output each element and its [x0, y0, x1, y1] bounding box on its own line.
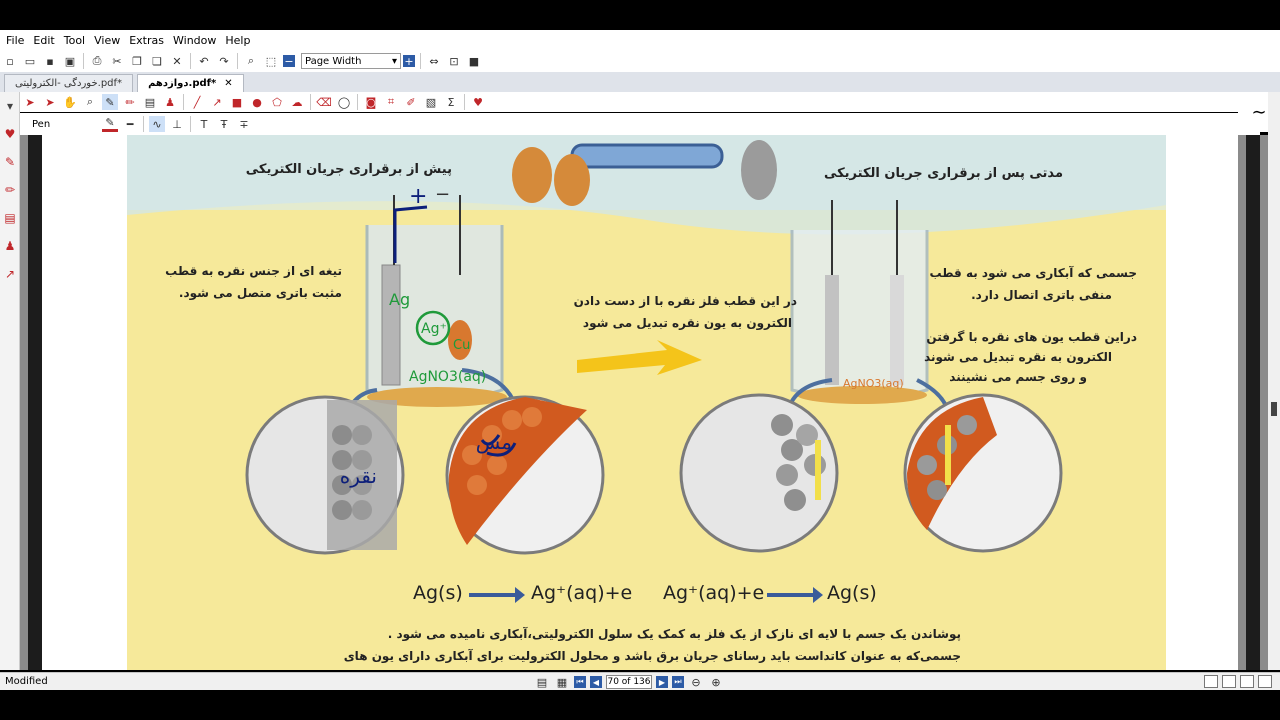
pen-icon[interactable]: ✎: [4, 155, 16, 169]
previous-page-button[interactable]: ◀: [590, 676, 602, 688]
separator: [143, 116, 144, 132]
title-before-current: پیش از برقراری جریان الکتریکی: [245, 162, 452, 177]
line-width-icon[interactable]: ━: [126, 117, 134, 131]
pen-tool-icon[interactable]: ✎: [102, 94, 118, 110]
main-toolbar: [0, 50, 1280, 72]
select-tool-icon[interactable]: ⬚: [265, 54, 277, 68]
textbox-icon[interactable]: ▤: [144, 95, 156, 109]
arrow-icon[interactable]: ↗: [4, 267, 16, 281]
continuous-icon[interactable]: [1222, 675, 1236, 688]
menu-edit[interactable]: Edit: [33, 33, 55, 47]
undo-icon[interactable]: ↶: [199, 54, 209, 68]
menu-bar: [0, 30, 1280, 50]
cloud-icon[interactable]: ☁: [291, 95, 303, 109]
right-note-line1: جسمی که آبکاری می شود به قطب: [929, 266, 1137, 280]
magnified-anode-after: [681, 395, 837, 551]
sigma-icon[interactable]: Σ: [447, 95, 455, 109]
full-screen-icon[interactable]: ■: [468, 54, 480, 68]
first-page-button[interactable]: ⏮: [574, 676, 586, 688]
save-as-icon[interactable]: ▣: [64, 54, 76, 68]
stamp-icon[interactable]: ♟: [165, 95, 175, 109]
edit-icon[interactable]: ✐: [406, 95, 416, 109]
current-tool-label: Pen: [32, 118, 51, 130]
separator: [237, 53, 238, 69]
left-note-line2: مثبت باتری متصل می شود.: [178, 286, 342, 300]
paste-icon[interactable]: ❏: [152, 54, 162, 68]
pointer-icon[interactable]: ➤: [25, 95, 35, 109]
pen-properties-toolbar: [20, 113, 1260, 135]
signature-icon[interactable]: ∼: [1251, 101, 1267, 123]
zoom-out-icon[interactable]: −: [284, 54, 294, 68]
copy-icon[interactable]: ❐: [132, 54, 142, 68]
arrow-line-icon[interactable]: ↗: [212, 95, 222, 109]
facing-continuous-icon[interactable]: [1258, 675, 1272, 688]
separator: [464, 94, 465, 110]
highlighter-icon[interactable]: ✏: [4, 183, 16, 197]
ink-silver-label: نقره: [339, 464, 377, 488]
zoom-select[interactable]: [301, 53, 401, 69]
definition-line1: پوشاندن یک جسم با لایه ای نازک از یک فلز به کمک یک سلول الکترولیتی،آبکاری نامیده می شود .: [387, 627, 961, 641]
separator: [310, 94, 311, 110]
separator: [357, 94, 358, 110]
print-icon[interactable]: ⎙: [92, 54, 102, 67]
zoom-value: Page Width: [305, 55, 362, 67]
beaker-solution-label: AgNO3(aq): [843, 377, 904, 390]
battery-minus-sign: −: [435, 184, 451, 205]
tab-label: خوردگی -الکترولیتی.pdf*: [15, 78, 123, 89]
page-shadow-left: [28, 135, 42, 670]
save-icon[interactable]: ▪: [46, 54, 54, 68]
zoom-in-icon[interactable]: +: [404, 54, 414, 68]
right-note-line4: الکترون به نقره تبدیل می شوند: [924, 350, 1112, 364]
separator: [420, 53, 421, 69]
favorite-heart-icon[interactable]: ♥: [473, 95, 483, 109]
facing-icon[interactable]: [1240, 675, 1254, 688]
close-icon[interactable]: ✕: [224, 78, 233, 89]
left-note-line1: تیغه ای از جنس نقره به قطب: [165, 264, 342, 278]
ink-cu-label: Cu: [453, 338, 471, 353]
image-icon[interactable]: ▧: [425, 95, 437, 109]
select-arrow-icon[interactable]: ➤: [45, 95, 55, 109]
smooth-curve-icon[interactable]: ∿: [149, 116, 165, 132]
page-shadow-right: [1246, 135, 1260, 670]
camera-icon[interactable]: ◙: [365, 95, 377, 109]
electroplating-illustration: [127, 135, 1166, 670]
forward-icon[interactable]: ⊕: [711, 675, 721, 689]
ink-copper-label: مس: [475, 430, 512, 454]
menu-help[interactable]: Help: [225, 33, 251, 47]
cut-icon[interactable]: ✂: [112, 54, 122, 68]
text-baseline-icon[interactable]: Ŧ: [220, 117, 228, 131]
fit-width-icon[interactable]: ⇔: [429, 54, 439, 68]
stamp-icon[interactable]: ♟: [4, 239, 16, 253]
highlighter-icon[interactable]: ✏: [125, 95, 135, 109]
tab-label: دوازدهم.pdf*: [148, 78, 217, 89]
right-note-line2: منفی باتری اتصال دارد.: [971, 288, 1112, 302]
new-file-icon[interactable]: ▫: [6, 54, 14, 68]
polygon-icon[interactable]: ⬠: [272, 95, 282, 109]
view-mode-buttons: [1200, 675, 1272, 688]
title-after-current: مدتی پس از برقراری جریان الکتریکی: [823, 166, 1063, 181]
lasso-icon[interactable]: ◯: [337, 95, 351, 109]
redo-icon[interactable]: ↷: [219, 54, 229, 68]
textbox-icon[interactable]: ▤: [4, 211, 16, 225]
back-icon[interactable]: ⊖: [691, 675, 701, 689]
middle-note-line2: الکترون به یون نقره تبدیل می شود: [582, 316, 792, 330]
favorites-heart-icon[interactable]: ♥: [4, 127, 16, 141]
panel-toggle-icon[interactable]: ▾: [6, 99, 14, 113]
open-folder-icon[interactable]: ▭: [24, 54, 36, 68]
eq1-reactant: Ag(s): [413, 582, 463, 604]
scroll-thumb[interactable]: [1271, 402, 1277, 416]
eraser-icon[interactable]: ⌫: [316, 95, 332, 109]
document-status: Modified: [5, 676, 48, 687]
vertical-scrollbar[interactable]: [1268, 92, 1280, 670]
eq1-product: Ag⁺(aq)+e: [531, 582, 633, 604]
tab-electrolytic-corrosion[interactable]: [4, 74, 133, 92]
pen-color-icon[interactable]: ✎: [102, 116, 118, 132]
text-strike-icon[interactable]: ∓: [239, 117, 249, 131]
ellipse-icon[interactable]: ●: [252, 95, 262, 109]
delete-icon[interactable]: ✕: [172, 54, 182, 68]
right-beaker: [792, 200, 927, 404]
rectangle-icon[interactable]: ■: [231, 95, 243, 109]
middle-note-line1: در این قطب فلز نقره با از دست دادن: [573, 294, 797, 308]
status-bar: [0, 672, 1280, 690]
ink-ag-ion-label: Ag⁺: [421, 321, 447, 337]
line-icon[interactable]: ╱: [193, 95, 201, 109]
left-tool-panel: [0, 92, 20, 670]
eq2-reactant: Ag⁺(aq)+e: [663, 582, 765, 604]
annotation-toolbar: [20, 92, 1260, 112]
separator: [83, 53, 84, 69]
menu-tool[interactable]: Tool: [63, 33, 86, 47]
text-bold-icon[interactable]: T: [200, 117, 208, 131]
menu-view[interactable]: View: [94, 33, 121, 47]
find-icon[interactable]: ⌕: [247, 54, 255, 67]
definition-line2: جسمی‌که به عنوان کاتداست باید رسانای جریان برق باشد و محلول الکترولیت برای آبکاری دارای یون های: [343, 649, 961, 663]
ink-agno3-label: AgNO3(aq): [409, 369, 487, 385]
hand-icon[interactable]: ✋: [63, 95, 77, 109]
menu-file[interactable]: File: [6, 33, 25, 47]
separator: [183, 94, 184, 110]
right-note-line3: دراین قطب یون های نقره با گرفتن: [926, 330, 1137, 344]
page-number-field[interactable]: 70 of 136: [607, 677, 651, 687]
right-note-line5: و روی جسم می نشینند: [949, 370, 1087, 384]
page-navigator: [532, 673, 726, 691]
fit-page-icon[interactable]: ⊡: [449, 54, 459, 68]
magnified-copper-object: [447, 397, 603, 553]
crop-icon[interactable]: ⌗: [387, 95, 395, 108]
bookmark-icon[interactable]: ▤: [536, 675, 548, 689]
separator: [190, 116, 191, 132]
thumbnails-icon[interactable]: ▦: [556, 675, 568, 689]
chevron-down-icon: ▾: [391, 55, 397, 67]
document-tabs: [0, 72, 1280, 92]
single-page-icon[interactable]: [1204, 675, 1218, 688]
next-page-button[interactable]: ▶: [656, 676, 668, 688]
last-page-button[interactable]: ⏭: [672, 676, 684, 688]
separator: [190, 53, 191, 69]
menu-window[interactable]: Window: [173, 33, 217, 47]
pen-option-icon[interactable]: ⊥: [172, 117, 182, 131]
page-artwork: [127, 135, 1166, 670]
magnified-cathode-after: [905, 395, 1061, 551]
eq2-product: Ag(s): [827, 582, 877, 604]
ink-plus-sign: +: [409, 184, 428, 209]
zoom-tool-icon[interactable]: ⌕: [86, 95, 94, 108]
magnified-silver-electrode: [247, 397, 403, 553]
tab-twelfth-grade[interactable]: [137, 74, 244, 92]
menu-extras[interactable]: Extras: [129, 33, 164, 47]
ink-ag-label: Ag: [389, 290, 411, 309]
